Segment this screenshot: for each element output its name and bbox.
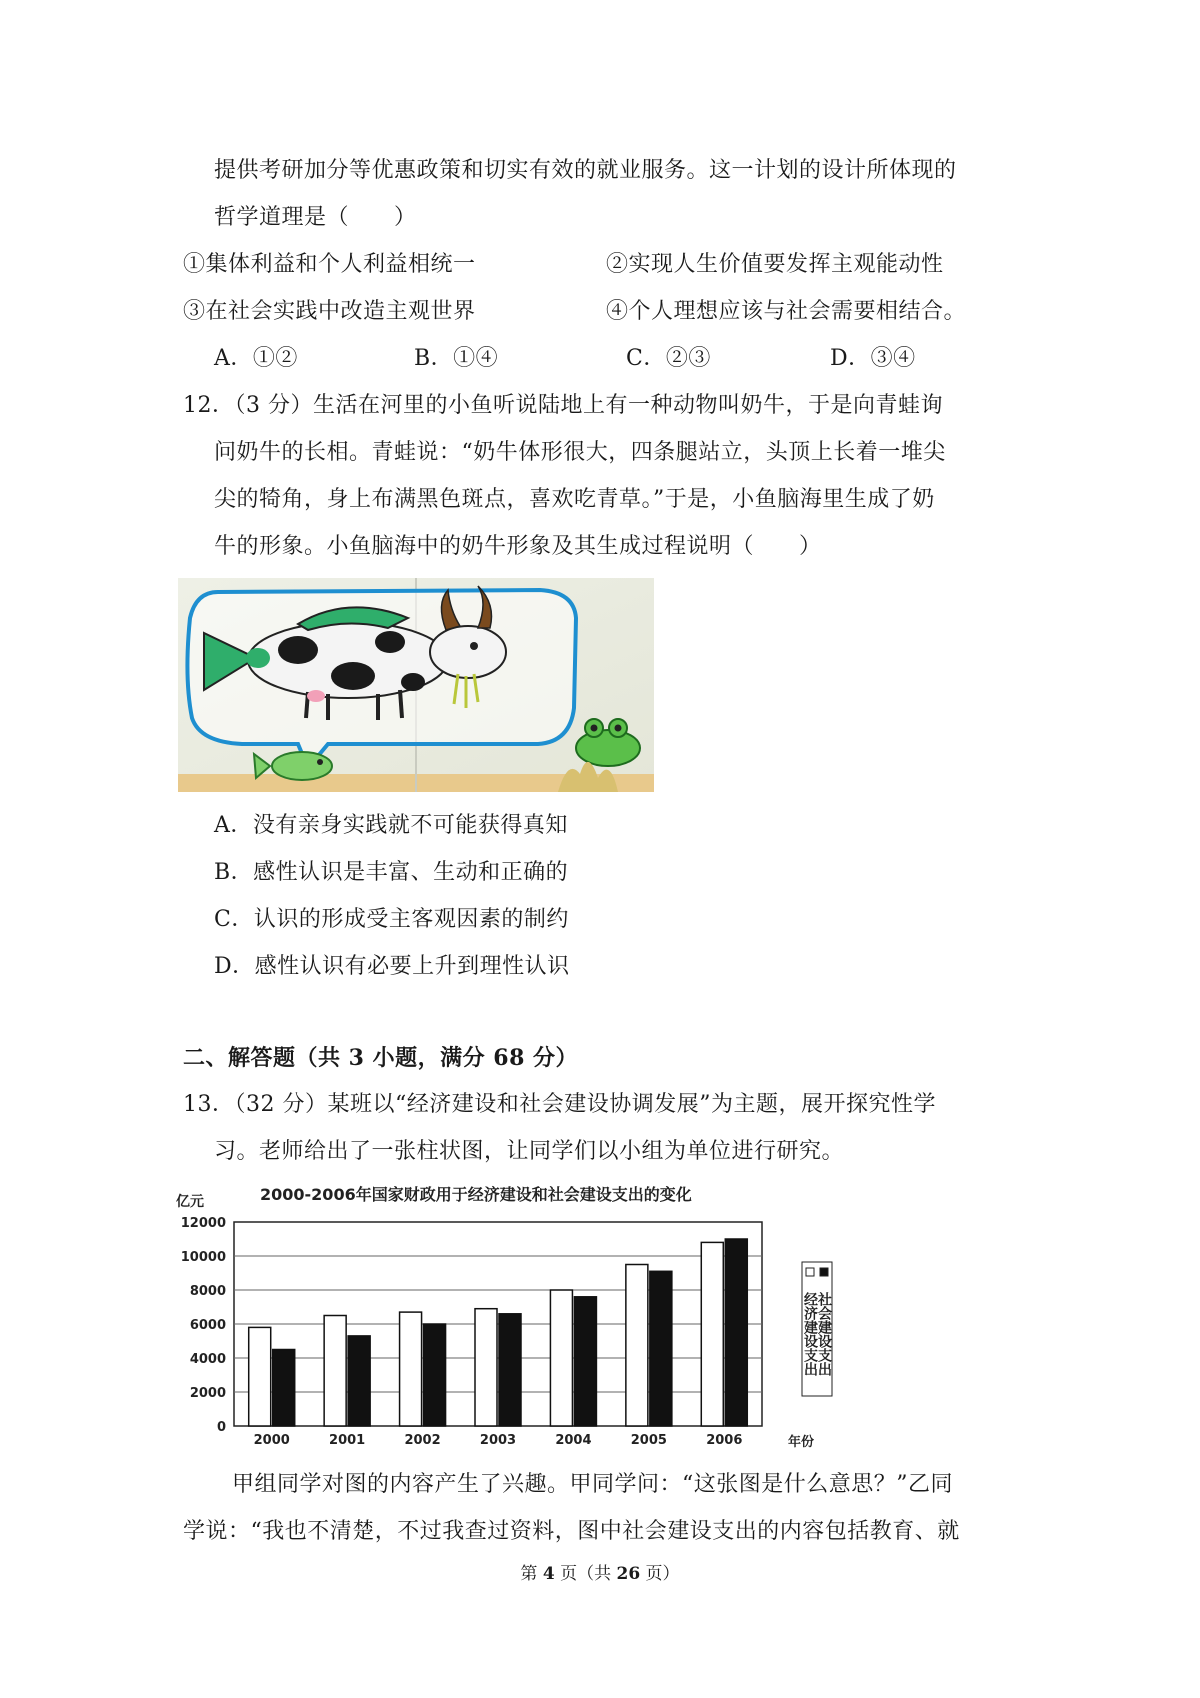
cow-leg [400, 690, 402, 718]
q12-stem-line1: 12．（3 分）生活在河里的小鱼听说陆地上有一种动物叫奶牛，于是向青蛙询 [183, 393, 943, 418]
cow-head [430, 626, 506, 678]
x-tick-label: 2002 [404, 1433, 441, 1448]
black-spot [375, 631, 405, 653]
footer-total-pages: 26 [616, 1564, 641, 1584]
y-tick-label: 6000 [189, 1318, 226, 1333]
section-title: 二、解答题（共 3 小题，满分 68 分） [183, 1045, 579, 1071]
bar-social-2002 [424, 1324, 446, 1426]
y-tick-label: 10000 [180, 1250, 226, 1265]
y-tick-label: 4000 [189, 1352, 226, 1367]
y-tick-label: 0 [216, 1420, 226, 1435]
bars [249, 1239, 748, 1426]
y-tick-label: 8000 [189, 1284, 226, 1299]
bar-economic-2001 [324, 1316, 346, 1427]
x-tick-label: 2003 [479, 1433, 517, 1448]
q11-stem-line2: 哲学道理是（ ） [214, 205, 417, 230]
q13-stem-line2: 习。老师给出了一张柱状图，让同学们以小组为单位进行研究。 [214, 1139, 845, 1164]
q13-paragraph-line1: 甲组同学对图的内容产生了兴趣。甲同学问：“这张图是什么意思？”乙同 [232, 1472, 953, 1497]
q12-stem-line2: 问奶牛的长相。青蛙说：“奶牛体形很大，四条腿站立，头顶上长着一堆尖 [214, 440, 946, 465]
bar-economic-2004 [550, 1290, 572, 1426]
bar-economic-2006 [701, 1242, 723, 1426]
legend-label-economic: 经济建设支出 [802, 1292, 818, 1376]
bar-economic-2000 [249, 1327, 271, 1426]
q12-option-d: D．感性认识有必要上升到理性认识 [214, 954, 570, 979]
page-footer [0, 1562, 1200, 1586]
x-tick-label: 2000 [253, 1433, 290, 1448]
black-spot [278, 636, 318, 664]
bar-social-2001 [348, 1336, 370, 1426]
footer-page-number: 4 [542, 1564, 555, 1584]
bar-economic-2002 [400, 1312, 422, 1426]
chart-ylabel: 亿元 [176, 1194, 204, 1210]
footer-middle: 页（共 [554, 1564, 617, 1584]
green-spot [246, 648, 270, 668]
chart-title: 2000-2006年国家财政用于经济建设和社会建设支出的变化 [260, 1185, 692, 1204]
cow-eye [470, 642, 478, 650]
bar-chart [170, 1172, 870, 1462]
x-tick-label: 2001 [329, 1433, 366, 1448]
bar-economic-2005 [626, 1265, 648, 1427]
bar-social-2006 [725, 1239, 747, 1426]
bar-social-2000 [273, 1350, 295, 1427]
q13-paragraph-line2: 学说：“我也不清楚，不过我查过资料，图中社会建设支出的内容包括教育、就 [183, 1519, 960, 1544]
q12-stem-line4: 牛的形象。小鱼脑海中的奶牛形象及其生成过程说明（ ） [214, 534, 822, 559]
x-tick-label: 2006 [706, 1433, 743, 1448]
black-spot [401, 673, 425, 691]
q11-statement-4: ④个人理想应该与社会需要相结合。 [606, 299, 967, 324]
x-tick-labels [254, 1433, 743, 1448]
x-tick-label: 2004 [555, 1433, 592, 1448]
chart-xlabel: 年份 [788, 1435, 815, 1450]
bar-social-2004 [574, 1297, 596, 1426]
q11-statement-2: ②实现人生价值要发挥主观能动性 [606, 252, 944, 277]
footer-suffix: 页） [640, 1564, 680, 1584]
bar-social-2003 [499, 1314, 521, 1426]
legend-swatch-social [820, 1268, 828, 1276]
legend-label-social: 社会建设支出 [816, 1292, 832, 1376]
q13-stem-line1: 13．（32 分）某班以“经济建设和社会建设协调发展”为主题，展开探究性学 [183, 1092, 936, 1117]
x-tick-label: 2005 [630, 1433, 667, 1448]
gridlines [234, 1256, 762, 1392]
q12-option-b: B．感性认识是丰富、生动和正确的 [214, 860, 569, 885]
q11-stem-line1: 提供考研加分等优惠政策和切实有效的就业服务。这一计划的设计所体现的 [214, 158, 957, 183]
y-tick-labels [181, 1216, 226, 1435]
bar-social-2005 [650, 1271, 672, 1426]
q11-option-c: C．②③ [626, 346, 711, 371]
y-tick-label: 12000 [180, 1216, 226, 1231]
footer-prefix: 第 [520, 1564, 543, 1584]
legend [802, 1262, 833, 1396]
black-spot [331, 662, 375, 690]
q11-statement-3: ③在社会实践中改造主观世界 [183, 299, 476, 324]
bar-economic-2003 [475, 1309, 497, 1426]
q11-option-b: B．①④ [414, 346, 499, 371]
legend-swatch-economic [806, 1268, 814, 1276]
q11-option-d: D．③④ [830, 346, 916, 371]
q12-stem-line3: 尖的犄角，身上布满黑色斑点，喜欢吃青草。”于是，小鱼脑海里生成了奶 [214, 487, 935, 512]
fish-cow-illustration [178, 578, 654, 792]
y-tick-label: 2000 [189, 1386, 226, 1401]
q12-option-c: C．认识的形成受主客观因素的制约 [214, 907, 569, 932]
q12-option-a: A．没有亲身实践就不可能获得真知 [214, 813, 568, 838]
udder [307, 690, 325, 702]
q11-option-a: A．①② [214, 346, 298, 371]
q11-statement-1: ①集体利益和个人利益相统一 [183, 252, 476, 277]
